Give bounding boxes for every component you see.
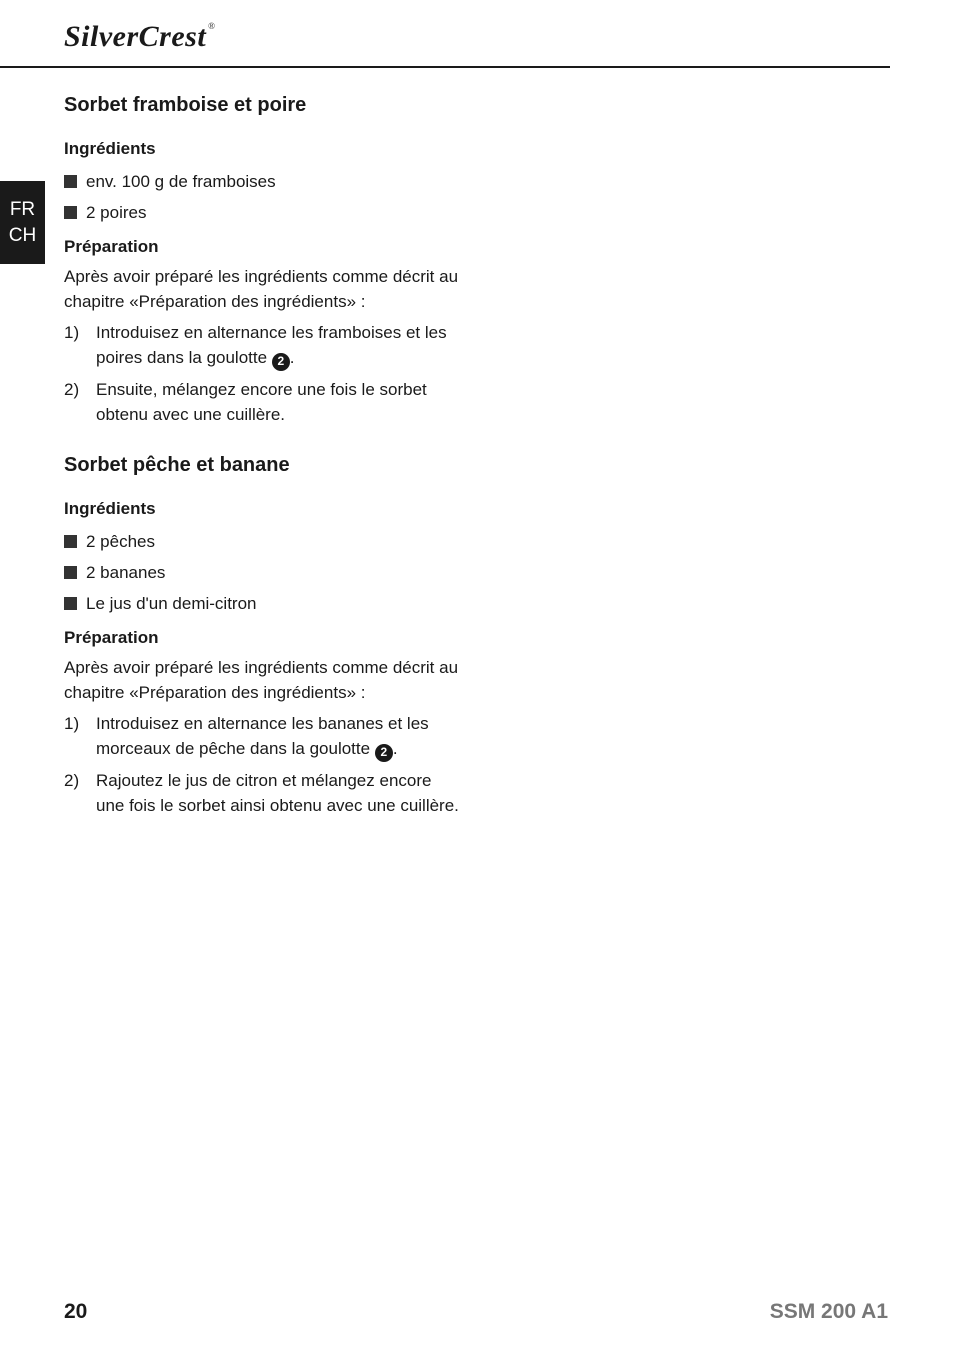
steps-list bbox=[64, 320, 464, 427]
step-item: 1) Introduisez en alternance les bananes et les morceaux de pêche dans la goulotte 2 . bbox=[64, 711, 464, 762]
ingredients-heading: Ingrédients bbox=[64, 139, 156, 158]
list-item: Le jus d'un demi-citron bbox=[64, 588, 464, 619]
step-item: 2) Ensuite, mélangez encore une fois le sorbet obtenu avec une cuillère. bbox=[64, 379, 427, 424]
header-rule bbox=[0, 66, 890, 68]
preparation-intro: Après avoir préparé les ingrédients comme décrit au chapitre «Préparation des ingrédients» : bbox=[64, 658, 459, 703]
preparation-heading: Préparation bbox=[64, 628, 159, 648]
model-name: SSM 200 A1 bbox=[769, 1300, 888, 1323]
callout-number-icon: 2 bbox=[375, 744, 393, 762]
square-bullet-icon bbox=[64, 597, 77, 610]
square-bullet-icon bbox=[64, 535, 77, 548]
recipe-section bbox=[64, 93, 464, 427]
ingredients-list bbox=[64, 526, 464, 619]
list-item: 2 bananes bbox=[64, 557, 464, 588]
lang-code-ch: CH bbox=[8, 224, 37, 246]
step-item: 1) Introduisez en alternance les framboises et les poires dans la goulotte 2 . bbox=[64, 320, 464, 371]
lang-code-fr: FR bbox=[9, 198, 36, 220]
callout-number-icon: 2 bbox=[272, 353, 290, 371]
square-bullet-icon bbox=[64, 566, 77, 579]
recipe-title: Sorbet framboise et poire bbox=[64, 94, 307, 116]
brand-logo: SilverCrest ® bbox=[64, 20, 216, 53]
steps-list bbox=[64, 711, 464, 818]
step-item: 2) Rajoutez le jus de citron et mélangez encore une fois le sorbet ainsi obtenu avec une cuillère. bbox=[64, 770, 459, 815]
list-item: 2 pêches bbox=[64, 526, 464, 557]
ingredients-heading: Ingrédients bbox=[64, 499, 156, 518]
language-tab bbox=[0, 181, 45, 264]
list-item: env. 100 g de framboises bbox=[64, 166, 464, 197]
list-item: 2 poires bbox=[64, 197, 464, 228]
recipe-section bbox=[64, 453, 464, 818]
ingredients-list bbox=[64, 166, 464, 228]
preparation-heading: Préparation bbox=[64, 237, 159, 257]
square-bullet-icon bbox=[64, 206, 77, 219]
page-number: 20 bbox=[64, 1300, 88, 1323]
square-bullet-icon bbox=[64, 175, 77, 188]
recipe-title: Sorbet pêche et banane bbox=[64, 454, 290, 476]
preparation-intro: Après avoir préparé les ingrédients comme décrit au chapitre «Préparation des ingrédients» : bbox=[64, 267, 459, 312]
